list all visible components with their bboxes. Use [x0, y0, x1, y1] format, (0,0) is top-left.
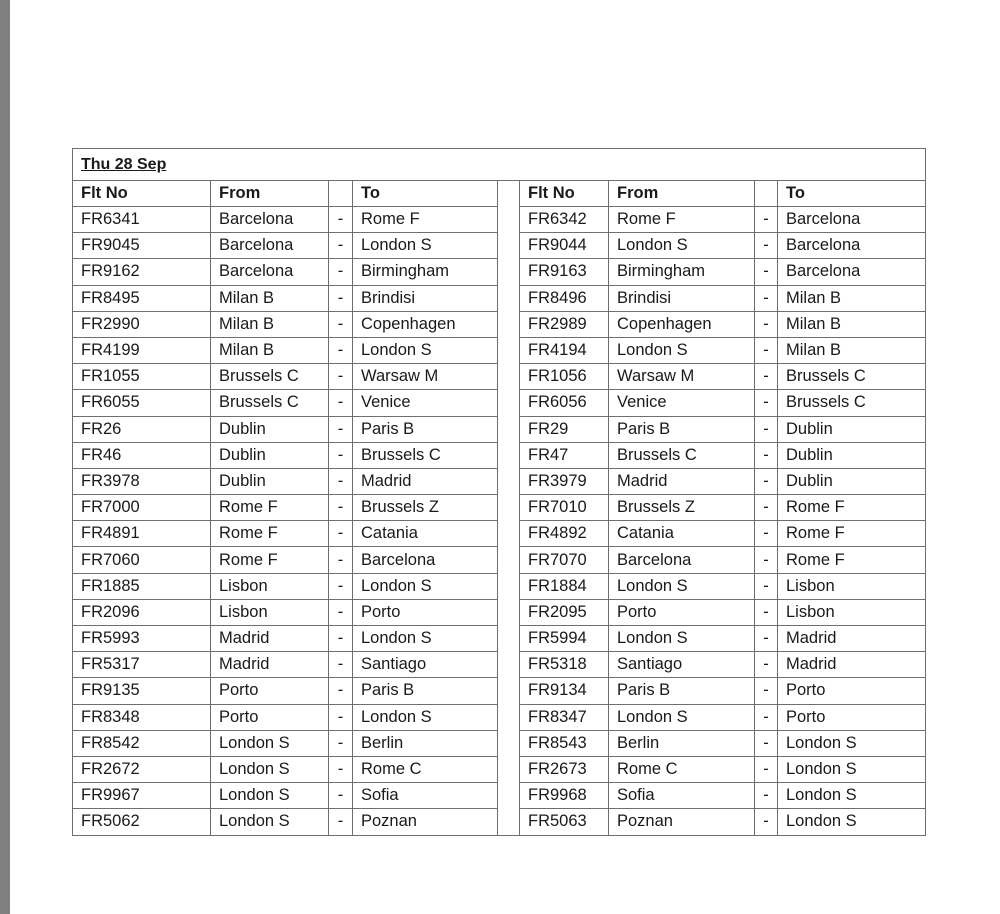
return-flight-number: FR5994 — [520, 626, 609, 652]
window-edge-bar — [0, 0, 10, 914]
return-separator: - — [755, 573, 778, 599]
outbound-flight-number: FR3978 — [73, 468, 211, 494]
outbound-origin: Porto — [211, 678, 329, 704]
header-outbound-flight: Flt No — [73, 181, 211, 207]
return-origin: Rome C — [609, 756, 755, 782]
return-flight-number: FR9968 — [520, 783, 609, 809]
return-destination: Rome F — [778, 495, 926, 521]
outbound-separator: - — [329, 207, 353, 233]
table-row — [73, 652, 926, 678]
outbound-origin: Brussels C — [211, 390, 329, 416]
return-flight-number: FR1056 — [520, 364, 609, 390]
table-row — [73, 337, 926, 363]
table-row — [73, 756, 926, 782]
outbound-separator: - — [329, 704, 353, 730]
outbound-origin: Brussels C — [211, 364, 329, 390]
outbound-destination: Brussels Z — [353, 495, 498, 521]
outbound-separator: - — [329, 626, 353, 652]
return-flight-number: FR4892 — [520, 521, 609, 547]
return-destination: Barcelona — [778, 233, 926, 259]
column-gap — [498, 783, 520, 809]
outbound-destination: Paris B — [353, 416, 498, 442]
header-outbound-sep — [329, 181, 353, 207]
outbound-flight-number: FR7000 — [73, 495, 211, 521]
table-row — [73, 626, 926, 652]
return-destination: Lisbon — [778, 573, 926, 599]
outbound-destination: Venice — [353, 390, 498, 416]
return-flight-number: FR9163 — [520, 259, 609, 285]
outbound-destination: Poznan — [353, 809, 498, 835]
table-row — [73, 678, 926, 704]
column-gap — [498, 809, 520, 835]
table-row — [73, 311, 926, 337]
header-return-to: To — [778, 181, 926, 207]
return-destination: Barcelona — [778, 207, 926, 233]
outbound-origin: Rome F — [211, 521, 329, 547]
header-return-flight: Flt No — [520, 181, 609, 207]
outbound-origin: Lisbon — [211, 573, 329, 599]
outbound-separator: - — [329, 364, 353, 390]
return-destination: Brussels C — [778, 390, 926, 416]
outbound-flight-number: FR8542 — [73, 730, 211, 756]
column-gap — [498, 285, 520, 311]
return-destination: Madrid — [778, 652, 926, 678]
return-origin: London S — [609, 337, 755, 363]
return-origin: Copenhagen — [609, 311, 755, 337]
return-destination: Milan B — [778, 285, 926, 311]
return-separator: - — [755, 547, 778, 573]
outbound-flight-number: FR2990 — [73, 311, 211, 337]
outbound-flight-number: FR6055 — [73, 390, 211, 416]
outbound-flight-number: FR4199 — [73, 337, 211, 363]
return-origin: Venice — [609, 390, 755, 416]
return-origin: Madrid — [609, 468, 755, 494]
outbound-origin: London S — [211, 730, 329, 756]
return-destination: Porto — [778, 678, 926, 704]
column-gap — [498, 311, 520, 337]
outbound-flight-number: FR46 — [73, 442, 211, 468]
return-flight-number: FR9044 — [520, 233, 609, 259]
outbound-origin: Milan B — [211, 337, 329, 363]
return-destination: Milan B — [778, 311, 926, 337]
return-destination: Rome F — [778, 521, 926, 547]
return-origin: Brussels C — [609, 442, 755, 468]
return-origin: London S — [609, 704, 755, 730]
return-flight-number: FR47 — [520, 442, 609, 468]
table-row — [73, 495, 926, 521]
outbound-origin: Dublin — [211, 468, 329, 494]
outbound-flight-number: FR7060 — [73, 547, 211, 573]
return-separator: - — [755, 495, 778, 521]
column-gap — [498, 416, 520, 442]
return-separator: - — [755, 259, 778, 285]
return-origin: Warsaw M — [609, 364, 755, 390]
outbound-origin: Porto — [211, 704, 329, 730]
table-row — [73, 809, 926, 835]
return-destination: Brussels C — [778, 364, 926, 390]
return-destination: Porto — [778, 704, 926, 730]
outbound-flight-number: FR9045 — [73, 233, 211, 259]
header-return-sep — [755, 181, 778, 207]
return-destination: Milan B — [778, 337, 926, 363]
return-flight-number: FR9134 — [520, 678, 609, 704]
table-row — [73, 468, 926, 494]
outbound-origin: Lisbon — [211, 599, 329, 625]
return-flight-number: FR8347 — [520, 704, 609, 730]
column-gap — [498, 207, 520, 233]
table-row — [73, 364, 926, 390]
outbound-separator: - — [329, 285, 353, 311]
outbound-flight-number: FR8348 — [73, 704, 211, 730]
return-separator: - — [755, 364, 778, 390]
outbound-origin: Dublin — [211, 416, 329, 442]
outbound-destination: Madrid — [353, 468, 498, 494]
table-row — [73, 442, 926, 468]
outbound-destination: London S — [353, 704, 498, 730]
return-separator: - — [755, 416, 778, 442]
outbound-separator: - — [329, 259, 353, 285]
title-row — [73, 149, 926, 181]
return-separator: - — [755, 730, 778, 756]
return-flight-number: FR8496 — [520, 285, 609, 311]
outbound-destination: Barcelona — [353, 547, 498, 573]
outbound-separator: - — [329, 809, 353, 835]
outbound-separator: - — [329, 233, 353, 259]
flight-schedule-table — [72, 148, 926, 836]
outbound-destination: Rome C — [353, 756, 498, 782]
return-flight-number: FR6342 — [520, 207, 609, 233]
outbound-origin: Dublin — [211, 442, 329, 468]
table-row — [73, 207, 926, 233]
header-row — [73, 181, 926, 207]
outbound-destination: London S — [353, 233, 498, 259]
header-outbound-from: From — [211, 181, 329, 207]
column-gap — [498, 259, 520, 285]
return-origin: London S — [609, 573, 755, 599]
outbound-origin: London S — [211, 756, 329, 782]
outbound-destination: Brussels C — [353, 442, 498, 468]
outbound-flight-number: FR5062 — [73, 809, 211, 835]
return-destination: Dublin — [778, 442, 926, 468]
header-outbound-to: To — [353, 181, 498, 207]
column-gap — [498, 573, 520, 599]
return-separator: - — [755, 783, 778, 809]
column-gap — [498, 442, 520, 468]
outbound-flight-number: FR26 — [73, 416, 211, 442]
return-destination: Lisbon — [778, 599, 926, 625]
return-separator: - — [755, 756, 778, 782]
outbound-flight-number: FR2096 — [73, 599, 211, 625]
return-origin: Barcelona — [609, 547, 755, 573]
outbound-origin: Milan B — [211, 311, 329, 337]
outbound-origin: Madrid — [211, 626, 329, 652]
outbound-separator: - — [329, 756, 353, 782]
table-row — [73, 573, 926, 599]
column-gap — [498, 468, 520, 494]
outbound-separator: - — [329, 652, 353, 678]
return-origin: Santiago — [609, 652, 755, 678]
return-origin: Paris B — [609, 416, 755, 442]
column-gap — [498, 756, 520, 782]
table-row — [73, 416, 926, 442]
return-separator: - — [755, 809, 778, 835]
table-row — [73, 783, 926, 809]
outbound-destination: London S — [353, 626, 498, 652]
outbound-separator: - — [329, 678, 353, 704]
outbound-separator: - — [329, 783, 353, 809]
column-gap — [498, 652, 520, 678]
outbound-origin: Madrid — [211, 652, 329, 678]
return-flight-number: FR2673 — [520, 756, 609, 782]
return-origin: Brussels Z — [609, 495, 755, 521]
outbound-flight-number: FR2672 — [73, 756, 211, 782]
return-separator: - — [755, 678, 778, 704]
outbound-flight-number: FR9162 — [73, 259, 211, 285]
return-separator: - — [755, 468, 778, 494]
return-destination: Barcelona — [778, 259, 926, 285]
return-flight-number: FR7010 — [520, 495, 609, 521]
outbound-separator: - — [329, 390, 353, 416]
outbound-separator: - — [329, 442, 353, 468]
outbound-flight-number: FR1885 — [73, 573, 211, 599]
return-flight-number: FR1884 — [520, 573, 609, 599]
outbound-origin: London S — [211, 783, 329, 809]
return-origin: Rome F — [609, 207, 755, 233]
return-destination: Rome F — [778, 547, 926, 573]
table-row — [73, 730, 926, 756]
outbound-destination: London S — [353, 573, 498, 599]
return-flight-number: FR5063 — [520, 809, 609, 835]
return-flight-number: FR8543 — [520, 730, 609, 756]
return-origin: Brindisi — [609, 285, 755, 311]
return-separator: - — [755, 207, 778, 233]
return-origin: Poznan — [609, 809, 755, 835]
outbound-flight-number: FR1055 — [73, 364, 211, 390]
outbound-destination: Paris B — [353, 678, 498, 704]
outbound-destination: Copenhagen — [353, 311, 498, 337]
outbound-flight-number: FR6341 — [73, 207, 211, 233]
outbound-separator: - — [329, 416, 353, 442]
outbound-origin: Barcelona — [211, 233, 329, 259]
outbound-destination: Warsaw M — [353, 364, 498, 390]
return-origin: London S — [609, 626, 755, 652]
return-flight-number: FR2095 — [520, 599, 609, 625]
return-origin: London S — [609, 233, 755, 259]
outbound-flight-number: FR5317 — [73, 652, 211, 678]
outbound-flight-number: FR4891 — [73, 521, 211, 547]
outbound-origin: Rome F — [211, 495, 329, 521]
return-origin: Birmingham — [609, 259, 755, 285]
return-separator: - — [755, 626, 778, 652]
table-row — [73, 704, 926, 730]
column-gap — [498, 599, 520, 625]
return-separator: - — [755, 704, 778, 730]
outbound-origin: Barcelona — [211, 259, 329, 285]
table-row — [73, 599, 926, 625]
table-row — [73, 233, 926, 259]
outbound-destination: Rome F — [353, 207, 498, 233]
return-separator: - — [755, 521, 778, 547]
return-separator: - — [755, 285, 778, 311]
table-row — [73, 285, 926, 311]
return-flight-number: FR6056 — [520, 390, 609, 416]
column-gap — [498, 547, 520, 573]
return-separator: - — [755, 233, 778, 259]
return-origin: Berlin — [609, 730, 755, 756]
outbound-origin: Barcelona — [211, 207, 329, 233]
return-separator: - — [755, 599, 778, 625]
return-separator: - — [755, 311, 778, 337]
column-gap — [498, 364, 520, 390]
return-separator: - — [755, 652, 778, 678]
return-flight-number: FR2989 — [520, 311, 609, 337]
return-destination: Madrid — [778, 626, 926, 652]
outbound-origin: Rome F — [211, 547, 329, 573]
column-gap — [498, 678, 520, 704]
outbound-flight-number: FR5993 — [73, 626, 211, 652]
table-row — [73, 547, 926, 573]
return-destination: Dublin — [778, 468, 926, 494]
outbound-flight-number: FR9135 — [73, 678, 211, 704]
return-destination: London S — [778, 756, 926, 782]
return-destination: Dublin — [778, 416, 926, 442]
return-separator: - — [755, 337, 778, 363]
return-flight-number: FR4194 — [520, 337, 609, 363]
header-return-from: From — [609, 181, 755, 207]
outbound-flight-number: FR9967 — [73, 783, 211, 809]
return-origin: Paris B — [609, 678, 755, 704]
outbound-destination: Berlin — [353, 730, 498, 756]
outbound-destination: London S — [353, 337, 498, 363]
outbound-separator: - — [329, 495, 353, 521]
outbound-separator: - — [329, 547, 353, 573]
column-gap — [498, 181, 520, 207]
outbound-destination: Sofia — [353, 783, 498, 809]
outbound-separator: - — [329, 730, 353, 756]
outbound-origin: London S — [211, 809, 329, 835]
column-gap — [498, 337, 520, 363]
outbound-destination: Santiago — [353, 652, 498, 678]
return-flight-number: FR3979 — [520, 468, 609, 494]
outbound-flight-number: FR8495 — [73, 285, 211, 311]
return-flight-number: FR5318 — [520, 652, 609, 678]
return-destination: London S — [778, 809, 926, 835]
return-origin: Porto — [609, 599, 755, 625]
outbound-origin: Milan B — [211, 285, 329, 311]
outbound-destination: Porto — [353, 599, 498, 625]
return-origin: Catania — [609, 521, 755, 547]
outbound-separator: - — [329, 311, 353, 337]
return-destination: London S — [778, 730, 926, 756]
column-gap — [498, 521, 520, 547]
column-gap — [498, 495, 520, 521]
column-gap — [498, 704, 520, 730]
outbound-separator: - — [329, 468, 353, 494]
column-gap — [498, 233, 520, 259]
table-row — [73, 259, 926, 285]
schedule-date-title: Thu 28 Sep — [73, 149, 926, 181]
outbound-destination: Catania — [353, 521, 498, 547]
column-gap — [498, 730, 520, 756]
return-origin: Sofia — [609, 783, 755, 809]
outbound-separator: - — [329, 521, 353, 547]
column-gap — [498, 626, 520, 652]
return-destination: London S — [778, 783, 926, 809]
return-separator: - — [755, 442, 778, 468]
table-row — [73, 521, 926, 547]
return-separator: - — [755, 390, 778, 416]
table-row — [73, 390, 926, 416]
outbound-separator: - — [329, 599, 353, 625]
outbound-destination: Birmingham — [353, 259, 498, 285]
return-flight-number: FR29 — [520, 416, 609, 442]
outbound-separator: - — [329, 573, 353, 599]
return-flight-number: FR7070 — [520, 547, 609, 573]
column-gap — [498, 390, 520, 416]
outbound-destination: Brindisi — [353, 285, 498, 311]
outbound-separator: - — [329, 337, 353, 363]
